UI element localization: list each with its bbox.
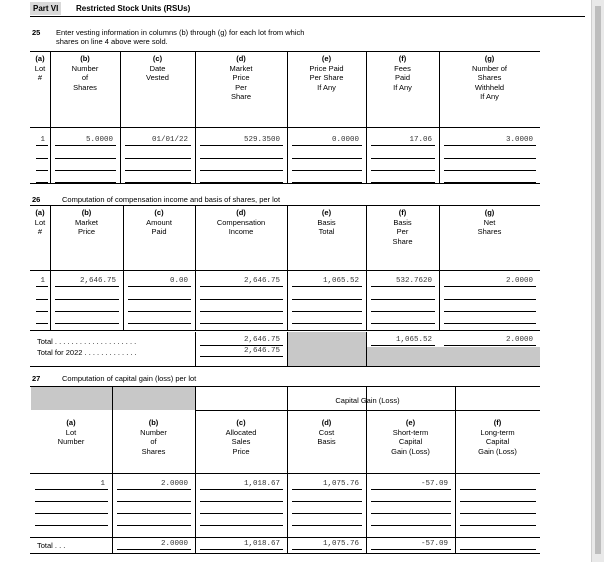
s26-lot-field[interactable]: 1: [40, 277, 45, 285]
s26-top-rule: [30, 205, 540, 206]
s25-col-header-f: (f) Fees Paid If Any: [393, 54, 412, 92]
s25-empty-field[interactable]: [371, 148, 435, 159]
column-divider: [195, 332, 196, 366]
s27-total-short-field[interactable]: -57.09: [420, 540, 448, 548]
s27-empty-field[interactable]: [35, 503, 108, 514]
s27-empty-field[interactable]: [371, 503, 451, 514]
s27-col-header-e: (e) Short-term Capital Gain (Loss): [391, 418, 430, 456]
s25-paid-field[interactable]: 0.0000: [331, 136, 359, 144]
s26-empty-field[interactable]: [36, 289, 48, 300]
s25-col-header-b: (b) Number of Shares: [71, 54, 99, 92]
column-divider: [112, 386, 113, 537]
s25-col-header-d: (d) Market Price Per Share: [229, 54, 253, 101]
s26-empty-field[interactable]: [200, 313, 283, 324]
s27-empty-field[interactable]: [292, 491, 362, 502]
s27-total-cost-field[interactable]: 1,075.76: [322, 540, 359, 548]
s25-empty-field[interactable]: [444, 172, 536, 183]
column-divider: [366, 537, 367, 553]
s25-empty-field[interactable]: [371, 172, 435, 183]
s27-empty-field[interactable]: [292, 503, 362, 514]
s25-lot-field[interactable]: 1: [40, 136, 45, 144]
s25-col-header-c: (c) Date Vested: [146, 54, 169, 82]
section-25-number: 25: [32, 28, 41, 37]
s26-total-basis-field[interactable]: 1,065.52: [395, 336, 432, 344]
s27-shares-field[interactable]: 2.0000: [160, 480, 188, 488]
s26-net-field[interactable]: 2.0000: [505, 277, 533, 285]
s26-empty-field[interactable]: [55, 301, 119, 312]
s25-empty-field[interactable]: [55, 172, 116, 183]
s26-empty-field[interactable]: [128, 313, 191, 324]
s25-empty-field[interactable]: [55, 148, 116, 159]
s27-lot-field[interactable]: 1: [100, 480, 105, 488]
column-divider: [112, 537, 113, 553]
s25-empty-field[interactable]: [200, 160, 283, 171]
s26-total-comp-field[interactable]: 2,646.75: [243, 336, 280, 344]
s25-empty-field[interactable]: [292, 148, 362, 159]
s27-price-field[interactable]: 1,018.67: [243, 480, 280, 488]
s26-empty-field[interactable]: [444, 301, 536, 312]
s27-cg-rule: [195, 410, 540, 411]
s26-comp-field[interactable]: 2,646.75: [243, 277, 280, 285]
s25-price-field[interactable]: 529.3500: [243, 136, 280, 144]
s26-market-field[interactable]: 2,646.75: [79, 277, 116, 285]
s27-col-header-d: (d) Cost Basis: [317, 418, 336, 446]
s26-basis-field[interactable]: 1,065.52: [322, 277, 359, 285]
s26-col-header-f: (f) Basis Per Share: [392, 208, 413, 246]
s25-withheld-field[interactable]: 3.0000: [505, 136, 533, 144]
s27-col-header-f: (f) Long-term Capital Gain (Loss): [478, 418, 517, 456]
column-divider: [287, 332, 288, 366]
s26-totals-bottom-rule: [30, 366, 540, 367]
s25-empty-field[interactable]: [292, 160, 362, 171]
s26-total-label: Total . . . . . . . . . . . . . . . . . . . .: [37, 337, 137, 346]
column-divider: [455, 537, 456, 553]
s26-empty-field[interactable]: [36, 313, 48, 324]
s26-empty-field[interactable]: [371, 313, 435, 324]
s25-empty-field[interactable]: [125, 160, 191, 171]
s27-totals-bottom-rule: [30, 553, 540, 554]
s26-total-2022-comp-field[interactable]: 2,646.75: [243, 347, 280, 355]
s26-total-shaded-basis: [287, 332, 366, 366]
s27-capital-gain-header: Capital Gain (Loss): [335, 396, 400, 405]
part-title: Restricted Stock Units (RSUs): [76, 4, 191, 13]
s25-empty-field[interactable]: [444, 148, 536, 159]
s27-empty-field[interactable]: [117, 503, 191, 514]
scrollbar-thumb[interactable]: [595, 6, 601, 554]
s25-empty-field[interactable]: [36, 160, 48, 171]
s26-per-field[interactable]: 532.7620: [395, 277, 432, 285]
s26-empty-field[interactable]: [128, 301, 191, 312]
s25-empty-field[interactable]: [371, 160, 435, 171]
section-26-number: 26: [32, 195, 41, 204]
column-divider: [366, 386, 367, 537]
s27-total-shares-field[interactable]: 2.0000: [160, 540, 188, 548]
s27-empty-field[interactable]: [117, 491, 191, 502]
s26-total-net-field[interactable]: 2.0000: [505, 336, 533, 344]
column-divider: [195, 386, 196, 537]
s26-empty-field[interactable]: [55, 313, 119, 324]
part-label: Part VI: [30, 2, 61, 15]
s26-col-header-d: (d) Compensation Income: [216, 208, 266, 236]
s25-top-rule: [30, 51, 540, 52]
column-divider: [195, 537, 196, 553]
column-divider: [287, 537, 288, 553]
s25-bottom-rule: [30, 183, 540, 184]
s26-col-header-e: (e) Basis Total: [317, 208, 336, 236]
s27-empty-field[interactable]: [200, 503, 283, 514]
s27-empty-field[interactable]: [460, 503, 536, 514]
s26-empty-field[interactable]: [371, 301, 435, 312]
s27-empty-field[interactable]: [117, 515, 191, 526]
s25-empty-field[interactable]: [125, 172, 191, 183]
s25-empty-field[interactable]: [36, 172, 48, 183]
section-25-description: Enter vesting information in columns (b) through (g) for each lot from which: [56, 28, 305, 37]
s27-empty-field[interactable]: [371, 491, 451, 502]
s27-empty-field[interactable]: [200, 515, 283, 526]
s26-empty-field[interactable]: [55, 289, 119, 300]
s26-col-header-a: (a) Lot #: [34, 208, 46, 236]
s27-total-price-field[interactable]: 1,018.67: [243, 540, 280, 548]
s26-empty-field[interactable]: [128, 289, 191, 300]
column-divider: [455, 386, 456, 537]
s25-empty-field[interactable]: [292, 172, 362, 183]
s26-empty-field[interactable]: [200, 289, 283, 300]
s25-empty-field[interactable]: [125, 148, 191, 159]
s25-empty-field[interactable]: [36, 148, 48, 159]
s25-fees-field[interactable]: 17.06: [409, 136, 432, 144]
s25-empty-field[interactable]: [200, 172, 283, 183]
s27-header-rule: [30, 473, 540, 474]
s26-header-rule: [30, 270, 540, 271]
s27-empty-field[interactable]: [35, 515, 108, 526]
s27-empty-field[interactable]: [292, 515, 362, 526]
s27-empty-field[interactable]: [371, 515, 451, 526]
s27-empty-field[interactable]: [460, 491, 536, 502]
s26-col-header-g: (g) Net Shares: [477, 208, 502, 236]
s27-col-header-b: (b) Number of Shares: [140, 418, 167, 456]
s26-empty-field[interactable]: [371, 289, 435, 300]
s26-amount-field[interactable]: 0.00: [169, 277, 188, 285]
s27-empty-field[interactable]: [35, 491, 108, 502]
s26-total-2022-label: Total for 2022 . . . . . . . . . . . . .: [37, 348, 137, 357]
s26-bottom-rule: [30, 330, 540, 331]
s27-col-header-c: (c) Allocated Sales Price: [225, 418, 257, 456]
s26-empty-field[interactable]: [36, 301, 48, 312]
section-27-description: Computation of capital gain (loss) per lot: [62, 374, 197, 383]
s27-total-long-field[interactable]: [460, 539, 533, 549]
s26-empty-field[interactable]: [444, 313, 536, 324]
s25-date-field[interactable]: 01/01/22: [151, 136, 188, 144]
s27-bottom-rule: [30, 537, 540, 538]
s26-col-header-c: (c) Amount Paid: [146, 208, 172, 236]
s25-shares-field[interactable]: 5.0000: [85, 136, 113, 144]
s27-short-field[interactable]: -57.09: [420, 480, 448, 488]
column-divider: [287, 386, 288, 537]
s25-empty-field[interactable]: [444, 160, 536, 171]
s27-total-label: Total . . .: [37, 541, 66, 550]
s25-header-rule: [30, 127, 540, 128]
s27-empty-field[interactable]: [200, 491, 283, 502]
s25-col-header-a: (a) Lot #: [34, 54, 46, 82]
s25-empty-field[interactable]: [200, 148, 283, 159]
section-26-description: Computation of compensation income and basis of shares, per lot: [62, 195, 281, 204]
s25-empty-field[interactable]: [55, 160, 116, 171]
s26-col-header-b: (b) Market Price: [75, 208, 98, 236]
s27-shaded-header: [31, 387, 195, 410]
column-divider: [366, 332, 367, 366]
s26-empty-field[interactable]: [444, 289, 536, 300]
s26-empty-field[interactable]: [200, 301, 283, 312]
part-header: [30, 2, 585, 17]
s25-col-header-e: (e) Price Paid Per Share If Any: [309, 54, 344, 92]
s26-total-2022-shaded: [366, 347, 540, 366]
s26-empty-field[interactable]: [292, 289, 362, 300]
s25-col-header-g: (g) Number of Shares Withheld If Any: [471, 54, 507, 101]
s27-col-header-a: (a) Lot Number: [57, 418, 85, 446]
s27-empty-field[interactable]: [460, 515, 536, 526]
s27-long-field[interactable]: [460, 479, 533, 489]
section-27-number: 27: [32, 374, 41, 383]
section-25-description-2: shares on line 4 above were sold.: [56, 37, 168, 46]
s27-cost-field[interactable]: 1,075.76: [322, 480, 359, 488]
s26-empty-field[interactable]: [292, 313, 362, 324]
s26-empty-field[interactable]: [292, 301, 362, 312]
